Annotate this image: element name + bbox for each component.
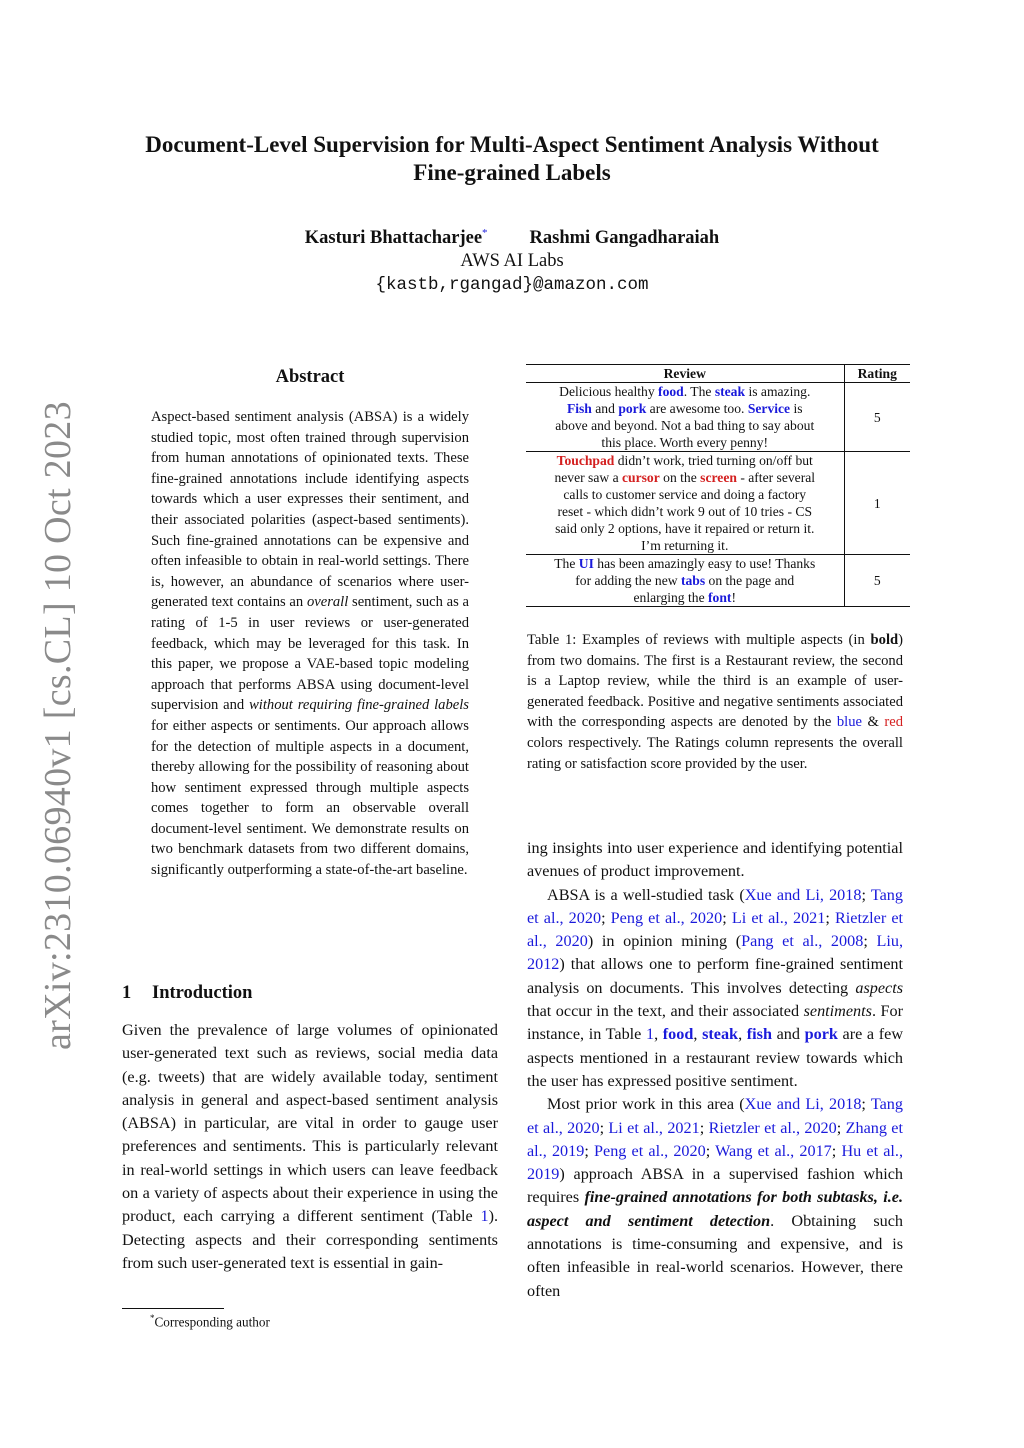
aspect-positive: tabs [680,573,706,588]
footnote-divider [122,1308,224,1309]
citation-link[interactable]: Hu et al., 2019 [527,1141,904,1184]
citation-link[interactable]: Li et al., 2021 [608,1118,700,1137]
rating-cell: 5 [844,555,910,607]
citation-link[interactable]: Peng et al., 2020 [594,1141,706,1160]
citation-link[interactable]: Xue and Li, 2018 [744,1095,862,1114]
table-reference-link[interactable]: 1 [646,1025,655,1044]
aspect-positive: pork [618,401,647,416]
footnote-mark: * [150,1313,155,1323]
aspect-positive: Service [747,401,791,416]
title-line-2: Fine-grained Labels [413,160,611,185]
review-cell: Delicious healthy food. The steak is amazing. Fish and pork are awesome too. Service is above and beyond. Not a bad thing to say about this place. Worth every penny! [526,383,844,452]
citation-link[interactable]: Wang et al., 2017 [715,1141,832,1160]
caption-blue-word: blue [836,714,862,731]
affiliation: AWS AI Labs [460,251,564,271]
caption-red-word: red [884,714,903,731]
footnote [150,1313,270,1330]
right-column-text [527,837,903,1303]
abstract-emphasis-overall: overall [306,594,349,611]
citation-link[interactable]: Xue and Li, 2018 [744,885,862,904]
citation-link[interactable]: Pang et al., 2008 [741,932,864,951]
paragraph-continuation: ing insights into user experience and identifying potential avenues of product improvement. [527,839,903,881]
abstract-text-1: Aspect-based sentiment analysis (ABSA) is a widely studied topic, most often trained through supervision from human annotations of opinionated texts. These fine-grained annotations include identifying aspects towards which a user expresses their sentiment, and their associated polarities (aspect-based sentiments). Such fine-grained annotations can be expensive and often infeasible to obtain in real-world settings. There is, however, an abundance of scenarios where user-generated text contains an [151,409,469,611]
table-header-row [526,365,910,383]
author-2: Rashmi Gangadharaiah [529,228,720,249]
footnote-text: Corresponding author [154,1314,270,1330]
aspect-positive: food [662,1025,694,1044]
abstract-emphasis-labels: without requiring fine-grained labels [249,697,469,714]
paragraph-prior-work: Most prior work in this area (Xue and Li, 2018; Tang et al., 2020; Li et al., 2021; Rietzler et al., 2020; Zhang et al., 2019; Peng et al., 2020; Wang et al., 2017; Hu et al., 2019) approach ABSA in a supervised fashion which requires fine-grained annotations for both subtasks, i.e. aspect and sentiment detection. Obtaining such annotations is time-consuming and expensive, and is often infeasible in real-world scenarios. However, there often [527,1095,904,1300]
intro-text-1: Given the prevalence of large volumes of opinionated user-generated text such as reviews, social media data (e.g. tweets) that are widely available today, sentiment analysis in general and aspect-based sentiment analysis (ABSA) in particular, are vital in order to gauge user preferences and sentiments. This is particularly relevant in real-world settings in which users can leave feedback on a variety of aspects about their experience in using the product, each carrying a different sentiment (Table [122,1021,498,1226]
emphasis-fine-grained: fine-grained annotations for both subtasks, i.e. aspect and sentiment detection [527,1188,903,1230]
citation-link[interactable]: Zhang et al., 2019 [527,1118,903,1160]
intro-text-2: ). Detecting aspects and their corresponding sentiments from such user-generated text is essential in gain- [122,1207,498,1272]
aspect-positive: fish [746,1025,772,1044]
author-1-footnote-mark[interactable]: * [482,227,488,239]
table-reference-link[interactable]: 1 [480,1207,489,1226]
author-1: Kasturi Bhattacharjee [304,228,483,249]
aspect-positive: food [658,384,684,399]
author-email: {kastb,rgangad}@amazon.com [375,275,649,295]
section-title: Introduction [152,983,253,1003]
aspect-positive: Fish [566,401,592,416]
citation-link[interactable]: Rietzler et al., 2020 [527,908,904,951]
paper-title [100,131,924,187]
aspect-positive: font [708,590,732,605]
citation-link[interactable]: Peng et al., 2020 [610,908,723,927]
caption-bold: bold [870,632,899,648]
header-review: Review [526,365,844,383]
rating-cell: 1 [844,452,910,555]
aspect-negative: cursor [622,470,660,485]
aspect-negative: Touchpad [556,453,615,468]
aspect-negative: screen [700,470,737,485]
arxiv-identifier-stamp: arXiv:2310.06940v1 [cs.CL] 10 Oct 2023 [37,401,79,1050]
author-list [100,227,924,249]
aspect-positive: pork [804,1025,838,1044]
citation-link[interactable]: Tang et al., 2020 [527,885,903,927]
table-row [526,452,910,555]
table-caption: Table 1: Examples of reviews with multiple aspects (in bold) from two domains. The first is a Restaurant review, the second is a Laptop review, while the third is an example of user-generated feedback. Positive and negative sentiments associated with the corresponding aspects are denoted by the blue & red colors respectively. The Ratings column represents the overall rating or satisfaction score provided by the user. [527,632,903,772]
citation-link[interactable]: Li et al., 2021 [731,908,826,927]
table-row [526,383,910,452]
abstract-body [151,407,469,881]
abstract-text-3: for either aspects or sentiments. Our approach allows for the detection of multiple aspects in a document, thereby allowing for the possibility of reasoning about how sentiment expressed through multiple aspects comes together to form an observable overall document-level sentiment. We demonstrate results on two benchmark datasets from two different domains, significantly outperforming a state-of-the-art baseline. [151,717,469,879]
abstract-text-2: sentiment, such as a rating of 1-5 in user reviews or user-generated feedback, which may be leveraged for this task. In this paper, we propose a VAE-based topic modeling approach that performs ABSA using document-level supervision and [151,594,469,714]
introduction-paragraph [122,1019,498,1275]
review-cell: Touchpad didn’t work, tried turning on/off but never saw a cursor on the screen - after several calls to customer service and doing a factory reset - which didn’t work 9 out of 10 tries - CS said only 2 options, have it repaired or return it. I’m returning it. [526,452,844,555]
section-number: 1 [122,983,132,1003]
section-heading-introduction [122,983,252,1004]
header-rating: Rating [844,365,910,383]
aspect-positive: UI [578,556,594,571]
table-row [526,555,910,607]
citation-link[interactable]: Rietzler et al., 2020 [708,1118,837,1137]
review-cell: The UI has been amazingly easy to use! Thanks for adding the new tabs on the page and enlarging the font! [526,555,844,607]
aspect-positive: steak [702,1025,739,1044]
abstract-heading: Abstract [275,367,345,387]
review-table [526,364,910,607]
title-line-1: Document-Level Supervision for Multi-Aspect Sentiment Analysis Without [145,132,879,157]
citation-link[interactable]: Tang et al., 2020 [527,1095,903,1137]
rating-cell: 5 [844,383,910,452]
aspect-positive: steak [714,384,746,399]
paragraph-absa: ABSA is a well-studied task (Xue and Li, 2018; Tang et al., 2020; Peng et al., 2020; Li et al., 2021; Rietzler et al., 2020) in opinion mining (Pang et al., 2008; Liu, 2012) that allows one to perform fine-grained sentiment analysis on documents. This involves detecting aspects that occur in the text, and their associated sentiments. For instance, in Table 1, food, steak, fish and pork are a few aspects mentioned in a restaurant review towards which the user has expressed positive sentiment. [527,885,904,1090]
citation-link[interactable]: Liu, 2012 [527,932,903,974]
